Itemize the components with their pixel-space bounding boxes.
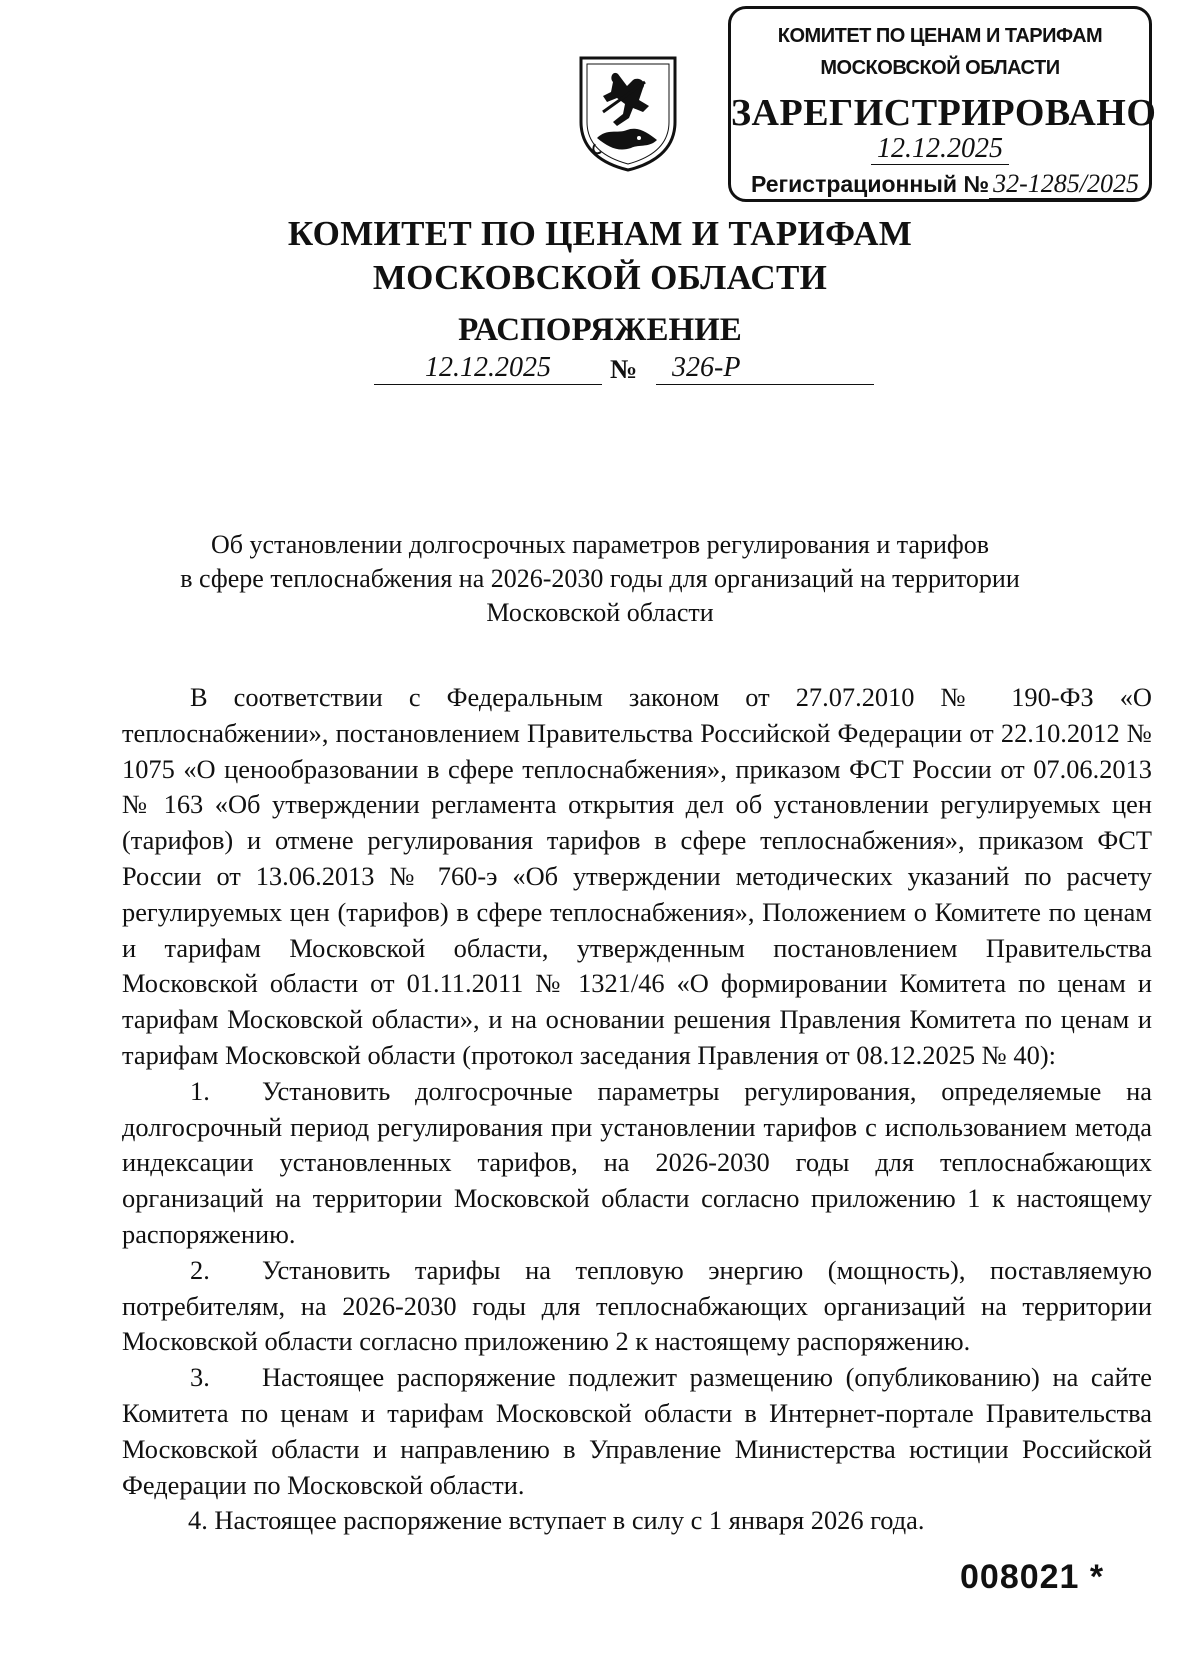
subject-line2: в сфере теплоснабжения на 2026-2030 годы для организаций на территории xyxy=(180,564,1020,593)
list-item xyxy=(122,1074,1152,1253)
stamp-org-line2: МОСКОВСКОЙ ОБЛАСТИ xyxy=(820,57,1060,79)
document-date-number xyxy=(374,352,874,392)
document-type: РАСПОРЯЖЕНИЕ xyxy=(458,312,742,348)
preamble-paragraph: В соответствии с Федеральным законом от 27.07.2010 № 190-ФЗ «О теплоснабжении», постановлением Правительства Российской Федерации от 22.10.2012 № 1075 «О ценообразовании в сфере теплоснабжения», приказом ФСТ России от 07.06.2013 № 163 «Об утверждении регламента открытия дел об установлении регулируемых цен (тарифов) и отмене регулирования тарифов в сфере теплоснабжения», приказом ФСТ России от 13.06.2013 № 760-э «Об утверждении методических указаний по расчету регулируемых цен (тарифов) в сфере теплоснабжения», Положением о Комитете по ценам и тарифам Московской области, утвержденным постановлением Правительства Московской области от 01.11.2011 № 1321/46 «О формировании Комитета по ценам и тарифам Московской области», и на основании решения Правления Комитета по ценам и тарифам Московской области (протокол заседания Правления от 08.12.2025 № 40): xyxy=(122,682,1152,1070)
document-subject xyxy=(150,528,1050,630)
document-number: 326-Р xyxy=(656,352,874,385)
item-number: 2. xyxy=(190,1254,210,1285)
registration-stamp xyxy=(728,6,1157,202)
stamp-registered: ЗАРЕГИСТРИРОВАНО xyxy=(731,92,1157,134)
item-text: Настоящее распоряжение подлежит размещению (опубликованию) на сайте Комитета по ценам и тарифам Московской области в Интернет-портале Правительства Московской области и направлению в Управление Министерства юстиции Российской Федерации по Московской области. xyxy=(122,1362,1152,1500)
subject-line3: Московской области xyxy=(486,598,714,627)
document-body xyxy=(122,680,1152,1539)
stamp-number-label: Регистрационный № xyxy=(751,171,990,197)
stamp-date: 12.12.2025 xyxy=(871,133,1009,165)
list-item xyxy=(122,1503,1152,1539)
stamp-number-value: 32-1285/2025 xyxy=(989,169,1143,199)
item-number: 4. xyxy=(188,1505,208,1536)
item-number: 1. xyxy=(190,1075,210,1106)
item-text: Установить долгосрочные параметры регулирования, определяемые на долгосрочный период регулирования при установлении тарифов с использованием метода индексации установленных тарифов, на 2026-2030 годы для теплоснабжающих организаций на территории Московской области согласно приложению 1 к настоящему распоряжению. xyxy=(122,1075,1152,1249)
stamp-date-row xyxy=(731,133,1149,165)
document-date: 12.12.2025 xyxy=(374,352,602,385)
subject-line1: Об установлении долгосрочных параметров регулирования и тарифов xyxy=(210,530,990,559)
item-text: Установить тарифы на тепловую энергию (мощность), поставляемую потребителям, на 2026-2030 годы для теплоснабжающих организаций на территории Московской области согласно приложению 2 к настоящему распоряжению. xyxy=(122,1254,1152,1357)
item-number: 3. xyxy=(190,1362,210,1393)
list-item xyxy=(122,1253,1152,1360)
stamp-number-row xyxy=(751,169,1141,199)
org-name-line1: КОМИТЕТ ПО ЦЕНАМ И ТАРИФАМ xyxy=(287,214,913,253)
coat-of-arms-icon xyxy=(573,52,683,174)
list-item xyxy=(122,1360,1152,1503)
number-sign: № xyxy=(610,354,638,384)
stamp-org-line1: КОМИТЕТ ПО ЦЕНАМ И ТАРИФАМ xyxy=(777,25,1103,47)
org-name-line2: МОСКОВСКОЙ ОБЛАСТИ xyxy=(372,258,828,297)
serial-number: 008021 * xyxy=(960,1558,1105,1596)
item-text: Настоящее распоряжение вступает в силу с 1 января 2026 года. xyxy=(214,1505,925,1536)
